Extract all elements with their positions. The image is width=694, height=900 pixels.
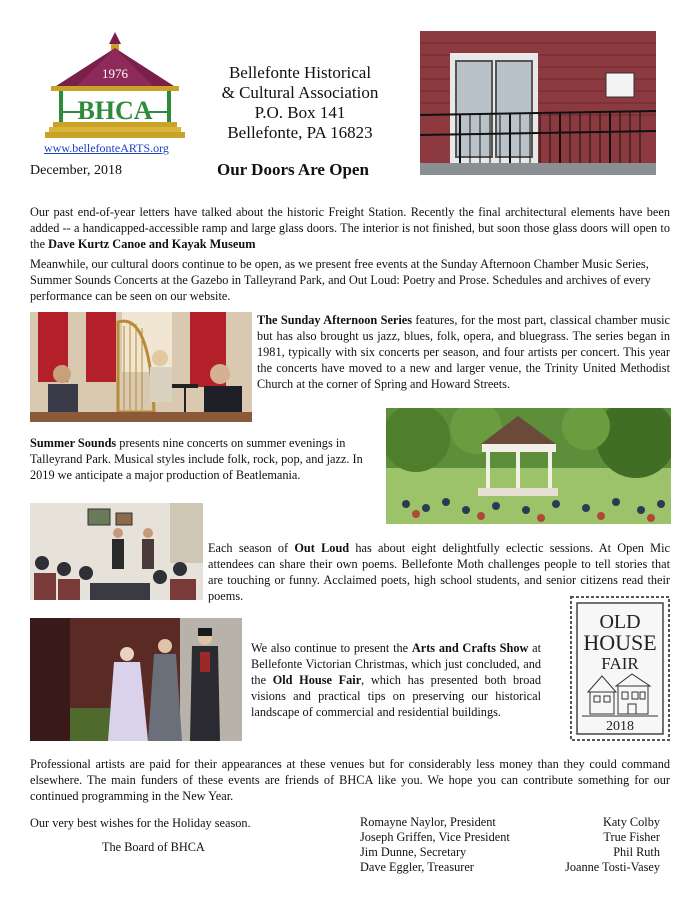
event-name: Old House Fair bbox=[272, 672, 362, 687]
stamp-line1: OLD bbox=[599, 611, 641, 633]
old-house-fair-stamp bbox=[570, 596, 670, 741]
event-name: Arts and Crafts Show bbox=[411, 641, 529, 655]
paragraph-sunday-series bbox=[257, 313, 670, 393]
bhca-logo bbox=[45, 30, 185, 140]
paragraph-text: We also continue to present the bbox=[251, 641, 412, 655]
board-members-list bbox=[540, 815, 660, 875]
signature: The Board of BHCA bbox=[102, 840, 205, 854]
address-line: P.O. Box 141 bbox=[254, 103, 346, 122]
paragraph-text: , which has presented both broad visions and practical tips on preserving our historical landscape of commercial and residential buildings. bbox=[251, 672, 541, 719]
paragraph-funding: Professional artists are paid for their appearances at these venues but for considerably less money than they could command elsewhere. The main funders of these events are friends of BHCA like you. We hope you can contribute something for our continued programming in the New Year. bbox=[30, 757, 670, 803]
officer-item: Joseph Griffen, Vice President bbox=[360, 830, 510, 844]
member-item: Phil Ruth bbox=[613, 845, 660, 859]
member-item: True Fisher bbox=[603, 830, 660, 844]
officer-item: Dave Eggler, Treasurer bbox=[360, 860, 474, 874]
chamber-music-photo bbox=[30, 312, 252, 422]
headline: Our Doors Are Open bbox=[217, 160, 369, 179]
paragraph-text: features, for the most part, classical chamber music but has also brought us jazz, blues, folk, opera, and bluegrass. The series began in 1981, typically with six concerts per season, and four artists per concert. This year the concerts have moved to a new and larger venue, the Trinity United Methodist Church at the corner of Spring and Howard Streets. bbox=[257, 313, 670, 391]
paragraph-text: at Bellefonte Victorian Christmas, which just concluded, and the bbox=[251, 641, 542, 687]
freight-station-photo bbox=[420, 31, 656, 175]
logo-initials: BHCA bbox=[77, 96, 153, 125]
series-name: The Sunday Afternoon Series bbox=[257, 313, 413, 327]
paragraph-freight-station bbox=[30, 205, 670, 253]
paragraph-text: Each season of bbox=[208, 541, 295, 555]
address-line: & Cultural Association bbox=[221, 83, 379, 102]
closing-line: Our very best wishes for the Holiday season. bbox=[30, 816, 251, 830]
stamp-line3: FAIR bbox=[601, 654, 639, 673]
website-link[interactable]: www.bellefonteARTS.org bbox=[44, 141, 169, 155]
series-name: Out Loud bbox=[294, 541, 350, 555]
paragraph-cultural-doors: Meanwhile, our cultural doors continue to be open, as we present free events at the Sunday Afternoon Chamber Music Series, Summer Sounds Concerts at the Gazebo in Talleyrand Park, and Out Loud: Poetry and Prose. Schedules and archives of every performance can be seen on our website. bbox=[30, 257, 651, 303]
stamp-year: 2018 bbox=[606, 719, 634, 734]
member-item: Joanne Tosti-Vasey bbox=[565, 860, 660, 874]
paragraph-summer-sounds bbox=[30, 436, 385, 484]
paragraph-text: presents nine concerts on summer evenings in Talleyrand Park. Musical styles include folk, rock, pop, and jazz. In 2019 we anticipate a major production of Beatlemania. bbox=[30, 436, 363, 482]
museum-name: Dave Kurtz Canoe and Kayak Museum bbox=[48, 236, 256, 251]
series-name: Summer Sounds bbox=[30, 436, 117, 450]
paragraph-text: has about eight delightfully eclectic sessions. At Open Mic attendees can share their own poems. Bellefonte Moth challenges people to tell stories that are touching or funny. Acclaimed poets, high school students, and senior citizens read their poems. bbox=[208, 541, 670, 603]
address-line: Bellefonte, PA 16823 bbox=[227, 123, 373, 142]
logo-year: 1976 bbox=[102, 66, 128, 81]
out-loud-photo bbox=[30, 503, 203, 600]
gazebo-concert-photo bbox=[386, 408, 671, 524]
paragraph-text: Our past end-of-year letters have talked about the historic Freight Station. Recently the final architectural elements have been added -- a handicapped-accessible ramp and large glass doors. The interior is not finished, but soon those glass doors will open to the bbox=[30, 205, 670, 251]
address-block bbox=[205, 63, 395, 143]
stamp-line2: HOUSE bbox=[583, 630, 657, 655]
paragraph-arts-crafts bbox=[251, 641, 541, 721]
officers-list bbox=[360, 815, 510, 875]
member-item: Katy Colby bbox=[602, 815, 660, 829]
officer-item: Jim Dunne, Secretary bbox=[360, 845, 467, 859]
letter-date: December, 2018 bbox=[30, 163, 122, 178]
officer-item: Romayne Naylor, President bbox=[360, 815, 496, 829]
victorian-christmas-photo bbox=[30, 618, 242, 741]
address-line: Bellefonte Historical bbox=[228, 63, 372, 82]
